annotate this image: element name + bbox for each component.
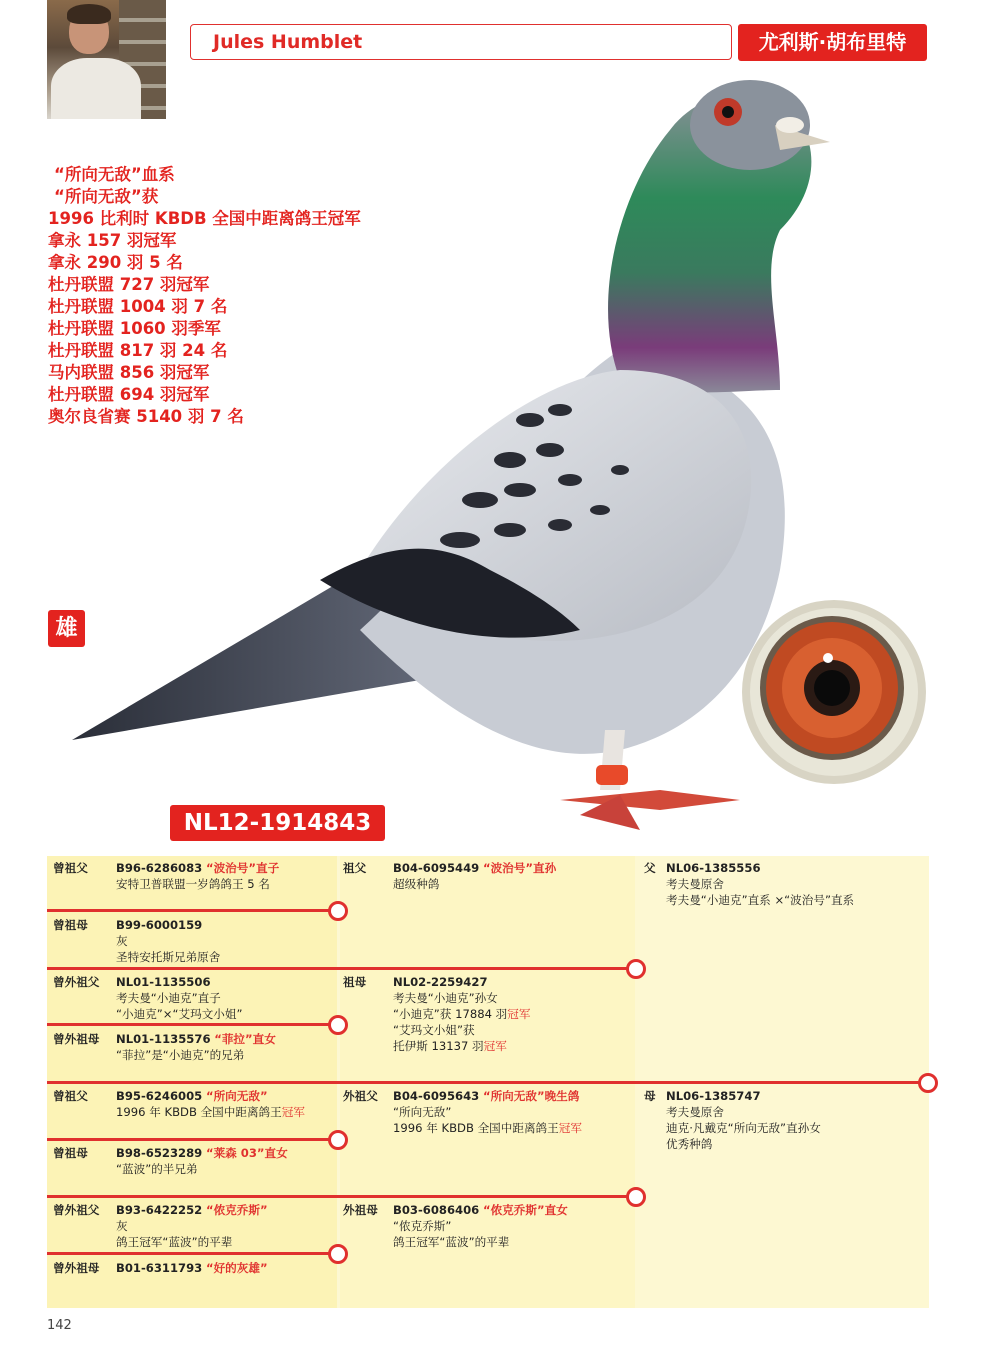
- achievement-line: “所向无敌”血系: [54, 165, 175, 184]
- pedigree-node: [328, 901, 348, 921]
- achievement-line: 奥尔良省赛 5140 羽 7 名: [48, 407, 244, 426]
- eye-closeup-image: [736, 600, 932, 796]
- pedigree-connector: [47, 1195, 627, 1198]
- pedigree-node: [626, 1187, 646, 1207]
- sex-badge: 雄: [48, 610, 85, 647]
- achievement-line: 杜丹联盟 694 羽冠军: [48, 385, 210, 404]
- achievement-line: 杜丹联盟 727 羽冠军: [48, 275, 210, 294]
- breeder-name-box: [190, 24, 732, 60]
- page-number: 142: [47, 1318, 72, 1333]
- pedigree-node: [328, 1015, 348, 1035]
- pedigree-connector: [47, 1252, 335, 1255]
- pedigree-connector: [47, 1138, 335, 1141]
- achievement-line: 马内联盟 856 羽冠军: [48, 363, 210, 382]
- breeder-name-cn: 尤利斯·胡布里特: [738, 24, 927, 61]
- pedigree-node: [918, 1073, 938, 1093]
- achievement-line: 拿永 290 羽 5 名: [48, 253, 183, 272]
- pedigree-connector: [47, 967, 627, 970]
- pedigree-connector: [47, 909, 335, 912]
- pedigree-node: [328, 1130, 348, 1150]
- achievement-line: 杜丹联盟 817 羽 24 名: [48, 341, 228, 360]
- pigeon-image: [60, 70, 850, 840]
- achievement-line: “所向无敌”获: [54, 187, 159, 206]
- ring-number: NL12-1914843: [170, 805, 385, 841]
- pedigree-node: [328, 1244, 348, 1264]
- achievement-line: 拿永 157 羽冠军: [48, 231, 177, 250]
- pedigree-connector: [47, 1023, 335, 1026]
- achievement-line: 杜丹联盟 1004 羽 7 名: [48, 297, 228, 316]
- breeder-name-en: Jules Humblet: [213, 31, 363, 53]
- pedigree-connector: [47, 1081, 919, 1084]
- achievement-line: 杜丹联盟 1060 羽季军: [48, 319, 221, 338]
- pedigree-node: [626, 959, 646, 979]
- achievement-line: 1996 比利时 KBDB 全国中距离鸽王冠军: [48, 209, 361, 228]
